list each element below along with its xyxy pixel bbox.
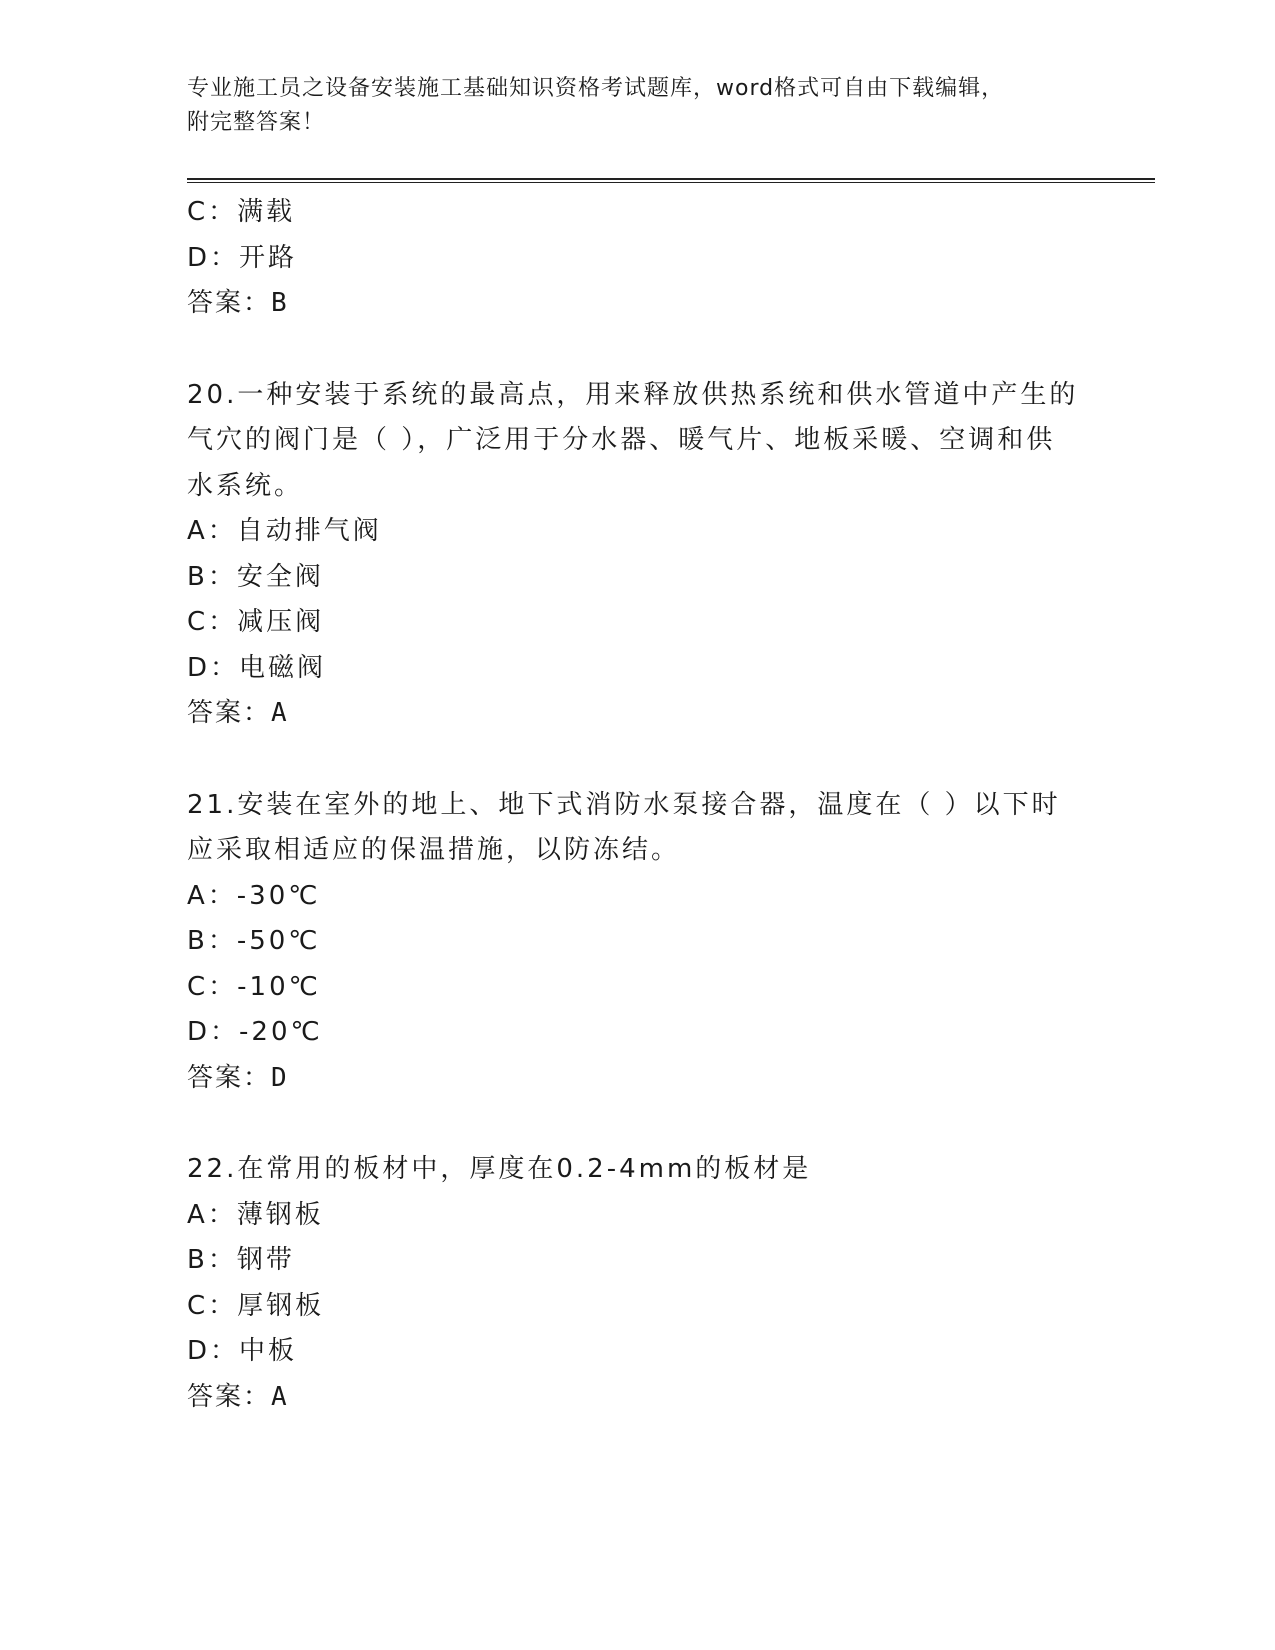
question-stem-line: 20.一种安装于系统的最高点，用来释放供热系统和供水管道中产生的 (187, 379, 1079, 410)
answer-line: 答案：A (187, 698, 289, 728)
question-stem-line: 水系统。 (187, 470, 304, 501)
option-c: C：厚钢板 (187, 1290, 325, 1321)
question-stem-line: 21.安装在室外的地上、地下式消防水泵接合器，温度在（ ）以下时 (187, 789, 1061, 820)
header-line-1: 专业施工员之设备安装施工基础知识资格考试题库，word格式可自由下载编辑， (187, 76, 1005, 101)
option-c: C：减压阀 (187, 607, 325, 637)
option-a: A：自动排气阀 (187, 516, 382, 546)
answer-line: 答案：B (187, 288, 289, 318)
option-a: A：薄钢板 (187, 1199, 324, 1230)
document-header (187, 72, 1087, 140)
question-stem-line: 气穴的阀门是（ ），广泛用于分水器、暖气片、地板采暖、空调和供 (187, 425, 1056, 455)
answer-line: 答案：A (187, 1381, 289, 1412)
option-b: B：安全阀 (187, 561, 324, 592)
question-list (187, 190, 1087, 1420)
option-d: D：中板 (187, 1336, 298, 1366)
question-stem-line: 22.在常用的板材中，厚度在0.2-4mm的板材是 (187, 1154, 812, 1184)
option-d: D：电磁阀 (187, 652, 327, 683)
prev-question (187, 190, 1087, 327)
option-b: B：-50℃ (187, 926, 321, 956)
option-c: C：-10℃ (187, 971, 321, 1002)
option-b: B：钢带 (187, 1245, 295, 1275)
header-line-2: 附完整答案！ (187, 110, 326, 135)
option-c: C：满载 (187, 197, 296, 227)
answer-line: 答案：D (187, 1062, 289, 1093)
question-20 (187, 373, 1087, 737)
option-a: A：-30℃ (187, 880, 321, 911)
question-stem-line: 应采取相适应的保温措施，以防冻结。 (187, 835, 681, 865)
option-d: D：-20℃ (187, 1017, 323, 1047)
question-21 (187, 783, 1087, 1102)
option-d: D：开路 (187, 242, 298, 273)
question-22 (187, 1147, 1087, 1420)
header-divider (187, 178, 1155, 183)
